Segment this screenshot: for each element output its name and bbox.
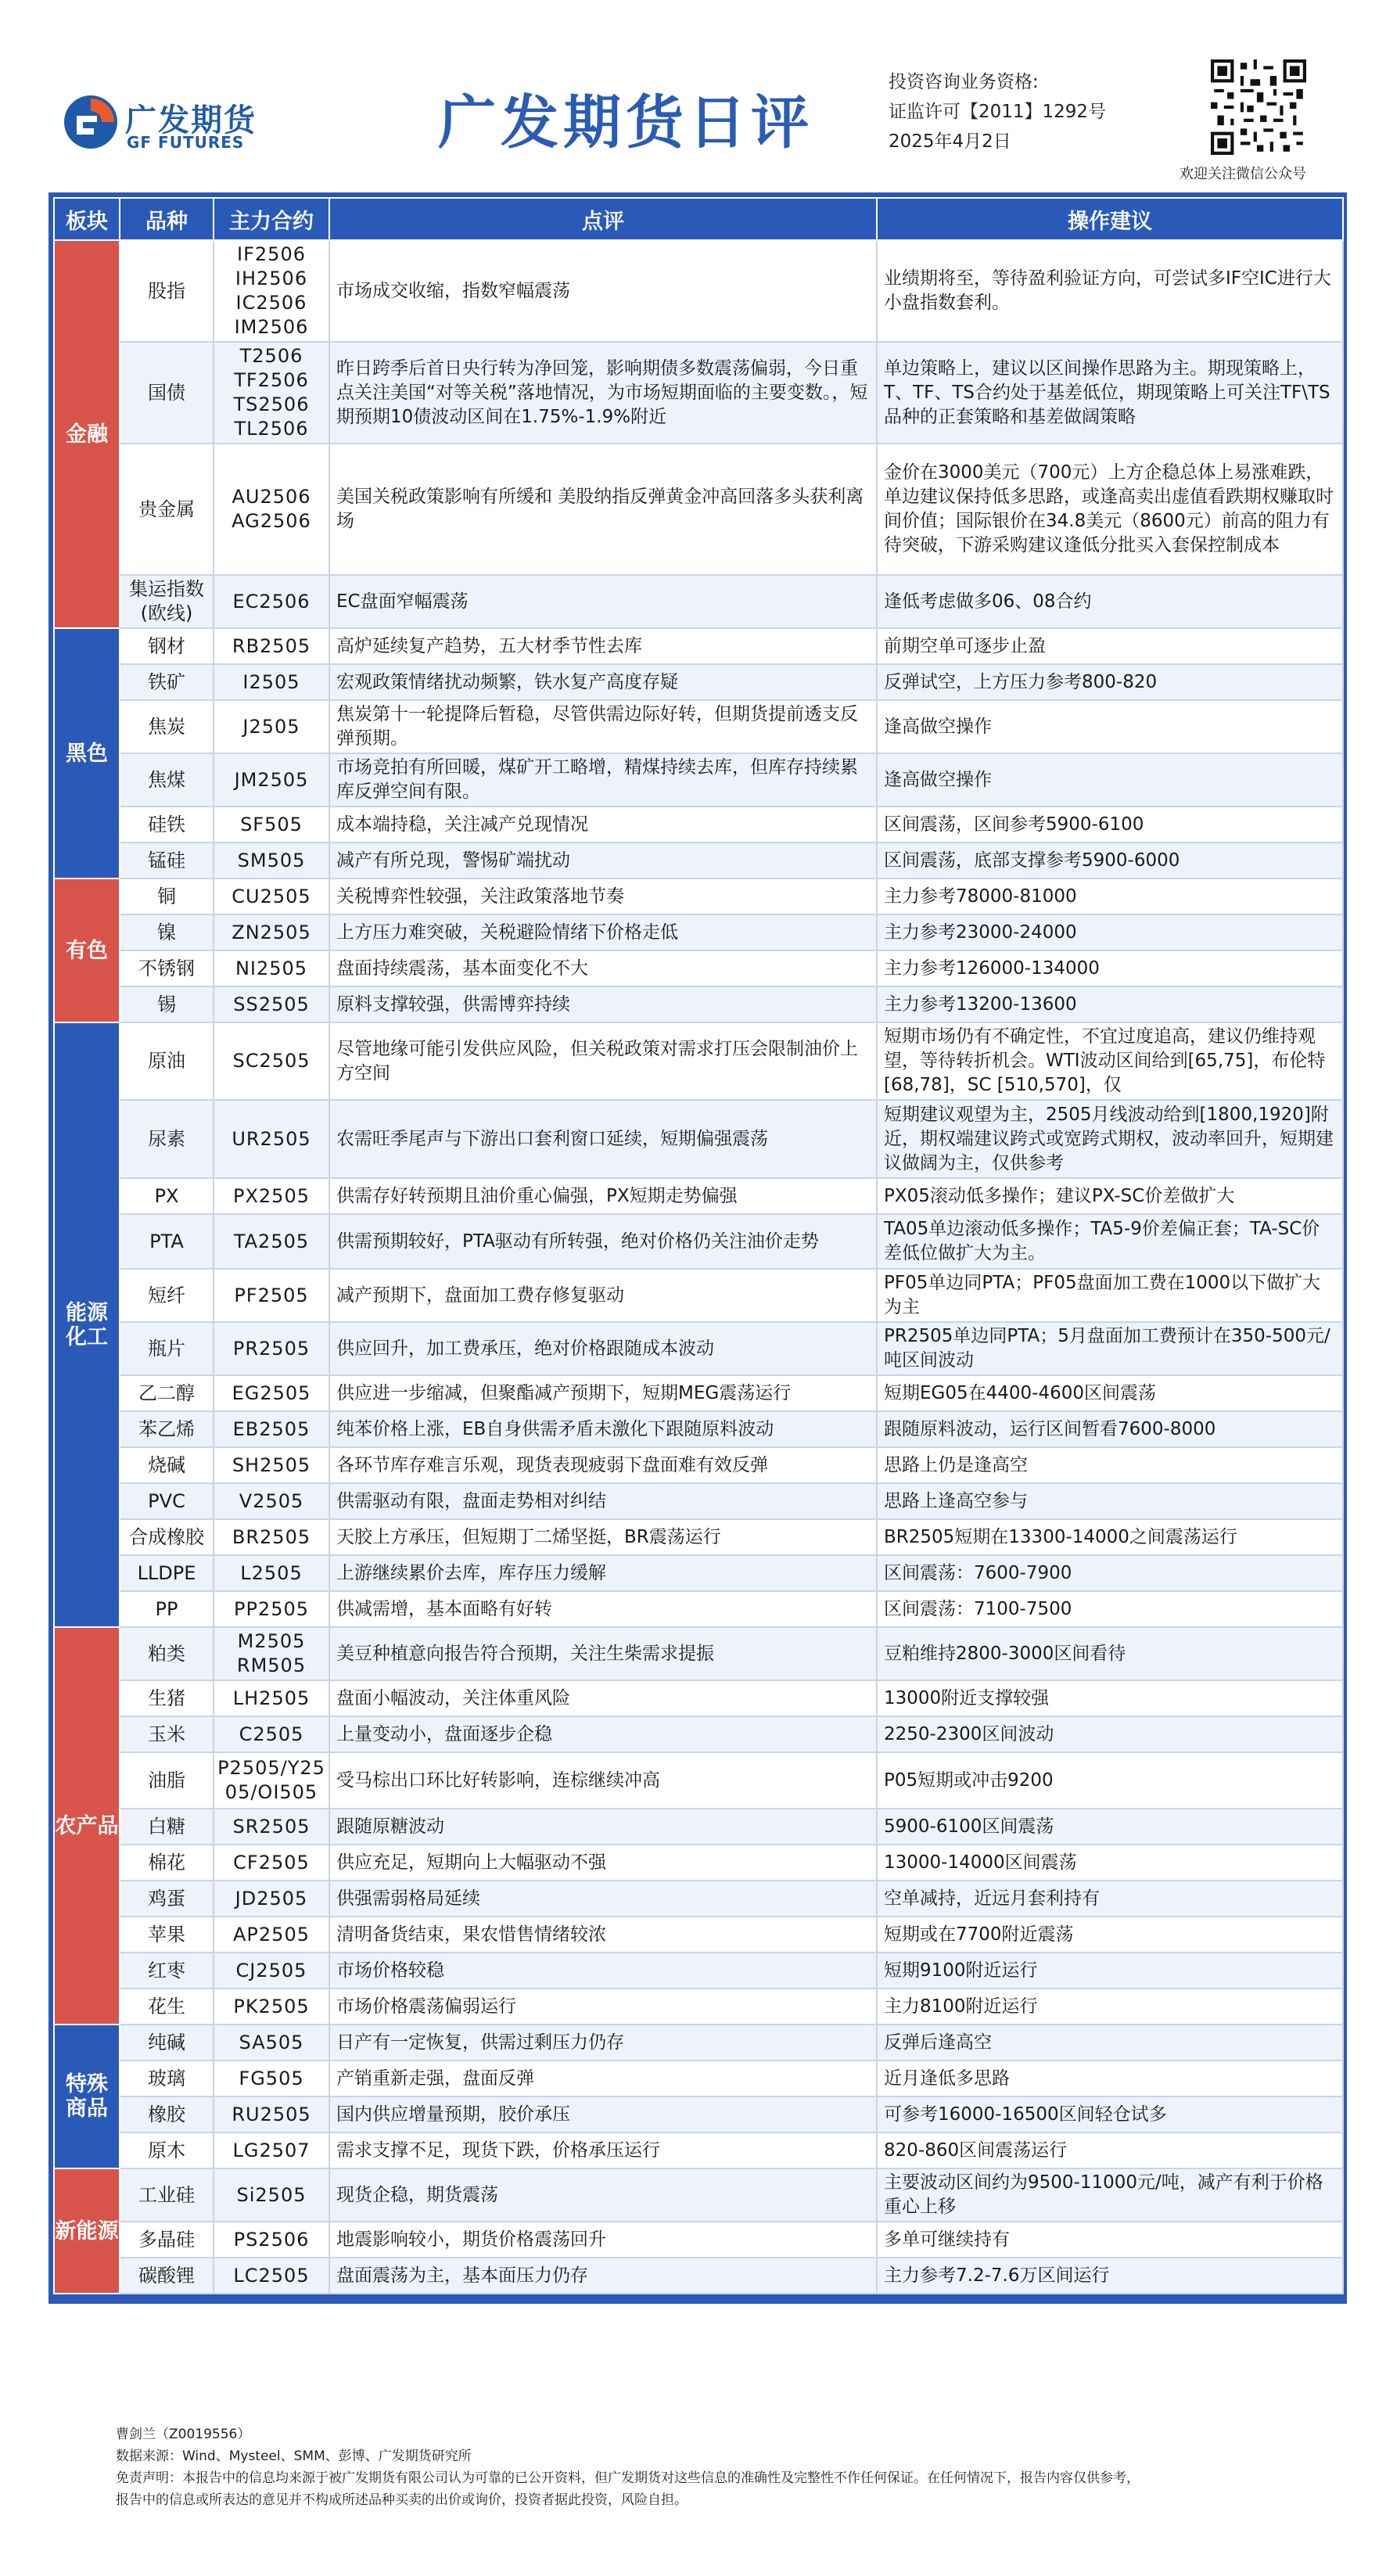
contract-cell: TA2505 [214,1214,329,1269]
comment-cell: 供应回升，加工费承压，绝对价格跟随成本波动 [329,1322,877,1375]
data-sources: 数据来源：Wind、Mysteel、SMM、彭博、广发期货研究所 [116,2448,472,2464]
contract-cell: CU2505 [214,878,329,914]
advice-cell: 逢低考虑做多06、08合约 [877,575,1343,628]
advice-cell: 主要波动区间约为9500-11000元/吨，减产有利于价格重心上移 [877,2168,1343,2222]
contract-cell: RU2505 [214,2096,329,2132]
variety-cell: 原油 [120,1022,214,1100]
variety-cell: 铁矿 [120,664,214,700]
table-row [54,1752,1343,1809]
table-header-row [54,198,1343,240]
comment-cell: 关税博弈性较强，关注政策落地节奏 [329,878,877,914]
sector-cell: 黑色 [54,628,120,878]
variety-cell: 苹果 [120,1917,214,1953]
contract-cell: LG2507 [214,2132,329,2168]
variety-cell: 粕类 [120,1627,214,1680]
contract-cell: P2505/Y25 05/OI505 [214,1752,329,1809]
contract-cell: PP2505 [214,1591,329,1627]
variety-cell: 多晶硅 [120,2222,214,2258]
column-header: 点评 [329,198,877,240]
table-row [54,842,1343,878]
qualification-line: 投资咨询业务资格: [889,72,1039,92]
sector-cell: 农产品 [54,1627,120,2025]
comment-cell: 盘面持续震荡，基本面变化不大 [329,950,877,986]
advice-cell: 13000-14000区间震荡 [877,1845,1343,1881]
table-row [54,878,1343,914]
table-row [54,2258,1343,2294]
contract-cell: C2505 [214,1716,329,1752]
page-title: 广发期货日评 [438,89,813,156]
comment-cell: 农需旺季尾声与下游出口套利窗口延续，短期偏强震荡 [329,1100,877,1178]
table-row [54,575,1343,628]
comment-cell: 减产有所兑现，警惕矿端扰动 [329,842,877,878]
comment-cell: 宏观政策情绪扰动频繁，铁水复产高度存疑 [329,664,877,700]
variety-cell: 鸡蛋 [120,1881,214,1917]
contract-cell: ZN2505 [214,914,329,950]
advice-cell: 前期空单可逐步止盈 [877,628,1343,664]
advice-cell: 13000附近支撑较强 [877,1680,1343,1716]
advice-cell: 主力参考7.2-7.6万区间运行 [877,2258,1343,2294]
contract-cell: PF2505 [214,1269,329,1322]
comment-cell: 市场竞拍有所回暖，煤矿开工略增，精煤持续去库，但库存持续累库反弹空间有限。 [329,753,877,807]
table-row [54,1269,1343,1322]
table-row [54,700,1343,753]
table-row [54,1809,1343,1845]
table-row [54,1555,1343,1591]
comment-cell: 天胶上方承压，但短期丁二烯坚挺，BR震荡运行 [329,1519,877,1555]
advice-cell: 可参考16000-16500区间轻仓试多 [877,2096,1343,2132]
comment-cell: 上量变动小，盘面逐步企稳 [329,1716,877,1752]
comment-cell: 跟随原糖波动 [329,1809,877,1845]
table-row [54,1322,1343,1375]
daily-review-table [53,197,1344,2294]
variety-cell: PP [120,1591,214,1627]
contract-cell: UR2505 [214,1100,329,1178]
variety-cell: 苯乙烯 [120,1411,214,1447]
advice-cell: 逢高做空操作 [877,753,1343,807]
comment-cell: EC盘面窄幅震荡 [329,575,877,628]
advice-cell: 逢高做空操作 [877,700,1343,753]
table-row [54,444,1343,575]
table-row [54,1447,1343,1483]
table-row [54,2168,1343,2222]
comment-cell: 上游继续累价去库，库存压力缓解 [329,1555,877,1591]
variety-cell: 碳酸锂 [120,2258,214,2294]
advice-cell: 区间震荡：7600-7900 [877,1555,1343,1591]
table-row [54,1881,1343,1917]
comment-cell: 各环节库存难言乐观，现货表现疲弱下盘面难有效反弹 [329,1447,877,1483]
comment-cell: 现货企稳，期货震荡 [329,2168,877,2222]
table-row [54,240,1343,342]
table-row [54,2060,1343,2096]
comment-cell: 纯苯价格上涨，EB自身供需矛盾未激化下跟随原料波动 [329,1411,877,1447]
comment-cell: 日产有一定恢复，供需过剩压力仍存 [329,2025,877,2060]
contract-cell: NI2505 [214,950,329,986]
comment-cell: 焦炭第十一轮提降后暂稳，尽管供需边际好转，但期货提前透支反弹预期。 [329,700,877,753]
sector-cell: 金融 [54,240,120,628]
table-row [54,1100,1343,1178]
sector-cell: 特殊 商品 [54,2025,120,2168]
comment-cell: 市场价格震荡偏弱运行 [329,1989,877,2025]
contract-cell: EC2506 [214,575,329,628]
table-row [54,2132,1343,2168]
advice-cell: 单边策略上，建议以区间操作思路为主。期现策略上，T、TF、TS合约处于基差低位，期现策略上可关注TF\TS品种的正套策略和基差做阔策略 [877,342,1343,444]
table-row [54,1953,1343,1989]
comment-cell: 供强需弱格局延续 [329,1881,877,1917]
variety-cell: 棉花 [120,1845,214,1881]
contract-cell: EG2505 [214,1375,329,1411]
contract-cell: SA505 [214,2025,329,2060]
variety-cell: 合成橡胶 [120,1519,214,1555]
variety-cell: 焦煤 [120,753,214,807]
variety-cell: 焦炭 [120,700,214,753]
variety-cell: 硅铁 [120,807,214,842]
logo-chinese-name: 广发期货 [125,102,257,138]
qr-caption: 欢迎关注微信公众号 [1180,166,1306,182]
advice-cell: 业绩期将至，等待盈利验证方向，可尝试多IF空IC进行大小盘指数套利。 [877,240,1343,342]
daily-review-table-container [48,192,1347,2304]
advice-cell: 主力8100附近运行 [877,1989,1343,2025]
variety-cell: 玻璃 [120,2060,214,2096]
comment-cell: 供需存好转预期且油价重心偏强，PX短期走势偏强 [329,1178,877,1214]
variety-cell: 原木 [120,2132,214,2168]
variety-cell: 橡胶 [120,2096,214,2132]
variety-cell: 工业硅 [120,2168,214,2222]
gf-logo-icon [61,92,120,152]
contract-cell: PS2506 [214,2222,329,2258]
table-row [54,2025,1343,2060]
comment-cell: 盘面震荡为主，基本面压力仍存 [329,2258,877,2294]
advice-cell: 主力参考78000-81000 [877,878,1343,914]
license-number: 证监许可【2011】1292号 [889,102,1107,122]
contract-cell: Si2505 [214,2168,329,2222]
variety-cell: 尿素 [120,1100,214,1178]
advice-cell: 短期或在7700附近震荡 [877,1917,1343,1953]
contract-cell: PX2505 [214,1178,329,1214]
table-row [54,664,1343,700]
comment-cell: 产销重新走强，盘面反弹 [329,2060,877,2096]
advice-cell: 区间震荡，底部支撑参考5900-6000 [877,842,1343,878]
variety-cell: 锡 [120,986,214,1022]
comment-cell: 美豆种植意向报告符合预期，关注生柴需求提振 [329,1627,877,1680]
advice-cell: 金价在3000美元（700元）上方企稳总体上易涨难跌，单边建议保持低多思路，或逢高卖出虚值看跌期权赚取时间价值；国际银价在34.8美元（8600元）前高的阻力有待突破，下游采购建议逢低分批买入套保控制成本 [877,444,1343,575]
variety-cell: 玉米 [120,1716,214,1752]
comment-cell: 高炉延续复产趋势，五大材季节性去库 [329,628,877,664]
advice-cell: 短期市场仍有不确定性，不宜过度追高，建议仍维持观望，等待转折机会。WTI波动区间给到[65,75]，布伦特[68,78]，SC [510,570]，仅 [877,1022,1343,1100]
contract-cell: SM505 [214,842,329,878]
variety-cell: 油脂 [120,1752,214,1809]
table-row [54,342,1343,444]
company-logo [61,92,296,155]
table-row [54,1716,1343,1752]
comment-cell: 减产预期下，盘面加工费存修复驱动 [329,1269,877,1322]
table-row [54,753,1343,807]
comment-cell: 需求支撑不足，现货下跌，价格承压运行 [329,2132,877,2168]
logo-english-name: GF FUTURES [127,133,245,152]
comment-cell: 受马棕出口环比好转影响，连棕继续冲高 [329,1752,877,1809]
qualification-info [889,67,1106,156]
contract-cell: IF2506 IH2506 IC2506 IM2506 [214,240,329,342]
table-row [54,1989,1343,2025]
contract-cell: JD2505 [214,1881,329,1917]
comment-cell: 供需驱动有限，盘面走势相对纠结 [329,1483,877,1519]
variety-cell: 集运指数 (欧线) [120,575,214,628]
variety-cell: PVC [120,1483,214,1519]
contract-cell: SC2505 [214,1022,329,1100]
contract-cell: SS2505 [214,986,329,1022]
advice-cell: 思路上仍是逢高空 [877,1447,1343,1483]
advice-cell: 反弹试空，上方压力参考800-820 [877,664,1343,700]
table-row [54,628,1343,664]
contract-cell: LC2505 [214,2258,329,2294]
comment-cell: 美国关税政策影响有所缓和 美股纳指反弹黄金冲高回落多头获利离场 [329,444,877,575]
variety-cell: 瓶片 [120,1322,214,1375]
table-row [54,1178,1343,1214]
comment-cell: 供应充足，短期向上大幅驱动不强 [329,1845,877,1881]
table-row [54,1411,1343,1447]
contract-cell: I2505 [214,664,329,700]
report-date: 2025年4月2日 [889,131,1011,152]
variety-cell: 锰硅 [120,842,214,878]
variety-cell: 镍 [120,914,214,950]
table-row [54,1022,1343,1100]
contract-cell: V2505 [214,1483,329,1519]
variety-cell: 短纤 [120,1269,214,1322]
column-header: 板块 [54,198,120,240]
variety-cell: PX [120,1178,214,1214]
advice-cell: 豆粕维持2800-3000区间看待 [877,1627,1343,1680]
contract-cell: FG505 [214,2060,329,2096]
advice-cell: BR2505短期在13300-14000之间震荡运行 [877,1519,1343,1555]
disclaimer: 报告中的信息或所表达的意见并不构成所述品种买卖的出价或询价，投资者据此投资，风险自担。 [116,2492,688,2508]
table-row [54,1483,1343,1519]
comment-cell: 供需预期较好，PTA驱动有所转强，绝对价格仍关注油价走势 [329,1214,877,1269]
table-body [54,240,1343,2294]
comment-cell: 昨日跨季后首日央行转为净回笼，影响期债多数震荡偏弱，今日重点关注美国“对等关税”落地情况，为市场短期面临的主要变数。，短期预期10债波动区间在1.75%-1.9%附近 [329,342,877,444]
table-row [54,1214,1343,1269]
table-row [54,1519,1343,1555]
comment-cell: 国内供应增量预期，胶价承压 [329,2096,877,2132]
variety-cell: 纯碱 [120,2025,214,2060]
table-row [54,1627,1343,1680]
advice-cell: 短期9100附近运行 [877,1953,1343,1989]
comment-cell: 供应进一步缩减，但聚酯减产预期下，短期MEG震荡运行 [329,1375,877,1411]
variety-cell: 股指 [120,240,214,342]
advice-cell: 思路上逢高空参与 [877,1483,1343,1519]
contract-cell: RB2505 [214,628,329,664]
table-row [54,1680,1343,1716]
contract-cell: LH2505 [214,1680,329,1716]
variety-cell: 花生 [120,1989,214,2025]
comment-cell: 尽管地缘可能引发供应风险，但关税政策对需求打压会限制油价上方空间 [329,1022,877,1100]
contract-cell: M2505 RM505 [214,1627,329,1680]
contract-cell: PK2505 [214,1989,329,2025]
table-row [54,914,1343,950]
advice-cell: PR2505单边同PTA；5月盘面加工费预计在350-500元/吨区间波动 [877,1322,1343,1375]
advice-cell: 区间震荡，区间参考5900-6100 [877,807,1343,842]
advice-cell: 短期EG05在4400-4600区间震荡 [877,1375,1343,1411]
contract-cell: T2506 TF2506 TS2506 TL2506 [214,342,329,444]
contract-cell: EB2505 [214,1411,329,1447]
advice-cell: 区间震荡：7100-7500 [877,1591,1343,1627]
variety-cell: 白糖 [120,1809,214,1845]
table-row [54,2222,1343,2258]
advice-cell: 主力参考23000-24000 [877,914,1343,950]
comment-cell: 市场成交收缩，指数窄幅震荡 [329,240,877,342]
advice-cell: 近月逢低多思路 [877,2060,1343,2096]
contract-cell: L2505 [214,1555,329,1591]
variety-cell: 生猪 [120,1680,214,1716]
author: 曹剑兰（Z0019556） [116,2427,251,2442]
column-header: 品种 [120,198,214,240]
comment-cell: 地震影响较小，期货价格震荡回升 [329,2222,877,2258]
sector-cell: 新能源 [54,2168,120,2294]
comment-cell: 清明备货结束，果农惜售情绪较浓 [329,1917,877,1953]
comment-cell: 上方压力难突破，关税避险情绪下价格走低 [329,914,877,950]
variety-cell: 国债 [120,342,214,444]
table-row [54,950,1343,986]
advice-cell: 5900-6100区间震荡 [877,1809,1343,1845]
table-row [54,1375,1343,1411]
table-row [54,1917,1343,1953]
comment-cell: 盘面小幅波动，关注体重风险 [329,1680,877,1716]
contract-cell: SR2505 [214,1809,329,1845]
advice-cell: 反弹后逢高空 [877,2025,1343,2060]
contract-cell: JM2505 [214,753,329,807]
report-footer [116,2423,1336,2511]
advice-cell: 空单减持，近远月套利持有 [877,1881,1343,1917]
comment-cell: 供减需增，基本面略有好转 [329,1591,877,1627]
advice-cell: PX05滚动低多操作；建议PX-SC价差做扩大 [877,1178,1343,1214]
advice-cell: TA05单边滚动低多操作；TA5-9价差偏正套；TA-SC价差低位做扩大为主。 [877,1214,1343,1269]
variety-cell: 乙二醇 [120,1375,214,1411]
advice-cell: 820-860区间震荡运行 [877,2132,1343,2168]
advice-cell: 跟随原料波动，运行区间暂看7600-8000 [877,1411,1343,1447]
table-row [54,2096,1343,2132]
contract-cell: AP2505 [214,1917,329,1953]
variety-cell: 钢材 [120,628,214,664]
qr-code-icon[interactable] [1211,59,1306,155]
advice-cell: P05短期或冲击9200 [877,1752,1343,1809]
contract-cell: BR2505 [214,1519,329,1555]
variety-cell: 烧碱 [120,1447,214,1483]
column-header: 操作建议 [877,198,1343,240]
table-row [54,1845,1343,1881]
report-header [0,0,1386,188]
table-row [54,807,1343,842]
variety-cell: 红枣 [120,1953,214,1989]
column-header: 主力合约 [214,198,329,240]
disclaimer: 免责声明：本报告中的信息均来源于被广发期货有限公司认为可靠的已公开资料，但广发期货对这些信息的准确性及完整性不作任何保证。在任何情况下，报告内容仅供参考， [116,2470,1140,2486]
variety-cell: 贵金属 [120,444,214,575]
contract-cell: SH2505 [214,1447,329,1483]
sector-cell: 有色 [54,878,120,1022]
contract-cell: J2505 [214,700,329,753]
comment-cell: 市场价格较稳 [329,1953,877,1989]
advice-cell: 多单可继续持有 [877,2222,1343,2258]
contract-cell: CJ2505 [214,1953,329,1989]
contract-cell: PR2505 [214,1322,329,1375]
comment-cell: 原料支撑较强，供需博弈持续 [329,986,877,1022]
variety-cell: 不锈钢 [120,950,214,986]
comment-cell: 成本端持稳，关注减产兑现情况 [329,807,877,842]
sector-cell: 能源 化工 [54,1022,120,1627]
variety-cell: 铜 [120,878,214,914]
contract-cell: AU2506 AG2506 [214,444,329,575]
advice-cell: 短期建议观望为主，2505月线波动给到[1800,1920]附近，期权端建议跨式或宽跨式期权，波动率回升，短期建议做阔为主，仅供参考 [877,1100,1343,1178]
table-row [54,986,1343,1022]
advice-cell: 主力参考126000-134000 [877,950,1343,986]
variety-cell: LLDPE [120,1555,214,1591]
advice-cell: PF05单边同PTA；PF05盘面加工费在1000以下做扩大为主 [877,1269,1343,1322]
table-row [54,1591,1343,1627]
advice-cell: 主力参考13200-13600 [877,986,1343,1022]
contract-cell: CF2505 [214,1845,329,1881]
contract-cell: SF505 [214,807,329,842]
variety-cell: PTA [120,1214,214,1269]
advice-cell: 2250-2300区间波动 [877,1716,1343,1752]
